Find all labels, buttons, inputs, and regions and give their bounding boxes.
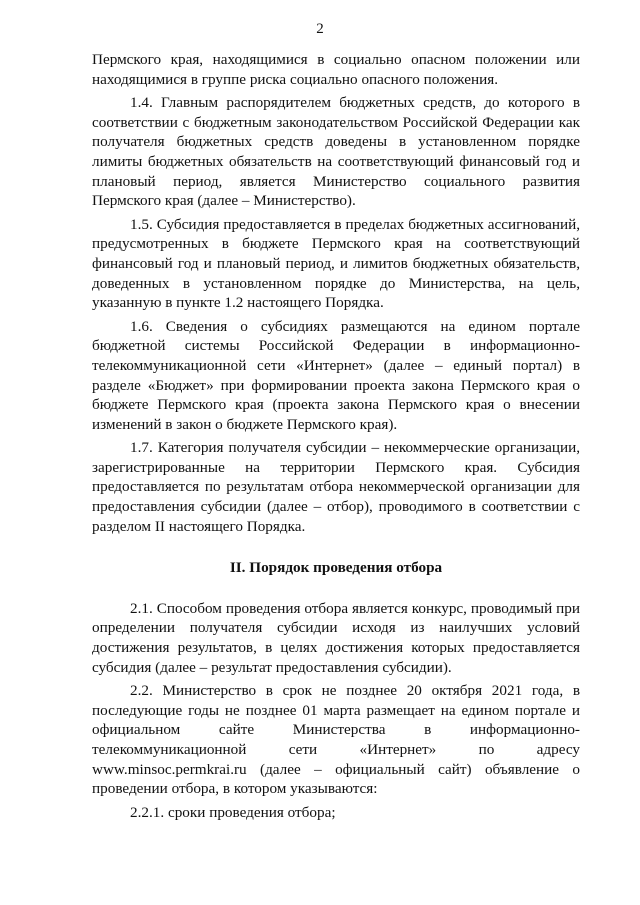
paragraph-1-7: 1.7. Категория получателя субсидии – некоммерческие организации, зарегистрированные на территории Пермского края. Субсидия предоставляется по результатам отбора некоммерческой организации для предоставления субсидии (далее – отбор), проводимого в соответствии с разделом II настоящего Порядка. — [92, 439, 580, 535]
paragraph-2-1: 2.1. Способом проведения отбора является конкурс, проводимый при определении получателя субсидии исходя из наилучших условий достижения результатов, в целях достижения которых предоставляется субсидия (далее – результат предоставления субсидии). — [92, 599, 580, 676]
paragraph-2-2: 2.2. Министерство в срок не позднее 20 октября 2021 года, в последующие годы не позднее 01 марта размещает на едином портале и официальном сайте Министерства в информационно-телекоммуникационной сети «Интернет» по адресу www.minsoc.permkrai.ru (далее – официальный сайт) объявление о проведении отбора, в котором указываются: — [92, 682, 580, 798]
document-body — [92, 50, 580, 826]
paragraph-1-4: 1.4. Главным распорядителем бюджетных средств, до которого в соответствии с бюджетным законодательством Российской Федерации как получателя бюджетных средств доведены в установленном порядке лимиты бюджетных обязательств на соответствующий финансовый год и плановый период, является Министерство социального развития Пермского края (далее – Министерство). — [92, 94, 580, 210]
paragraph-1-6: 1.6. Сведения о субсидиях размещаются на едином портале бюджетной системы Российской Федерации в информационно-телекоммуникационной сети «Интернет» (далее – единый портал) в разделе «Бюджет» при формировании проекта закона Пермского края о бюджете Пермского края (проекта закона Пермского края о внесении изменений в закон о бюджете Пермского края). — [92, 317, 580, 433]
paragraph-continuation: Пермского края, находящимися в социально опасном положении или находящимися в группе риска социально опасного положения. — [92, 51, 580, 88]
section-heading: II. Порядок проведения отбора — [229, 559, 443, 577]
paragraph-1-5: 1.5. Субсидия предоставляется в пределах бюджетных ассигнований, предусмотренных в бюджете Пермского края на соответствующий финансовый год и плановый период, и лимитов бюджетных обязательств, доведенных в установленном порядке до Министерства, на цель, указанную в пункте 1.2 настоящего Порядка. — [92, 215, 580, 312]
page-number: 2 — [316, 21, 324, 37]
paragraph-2-2-1: 2.2.1. сроки проведения отбора; — [130, 803, 336, 821]
